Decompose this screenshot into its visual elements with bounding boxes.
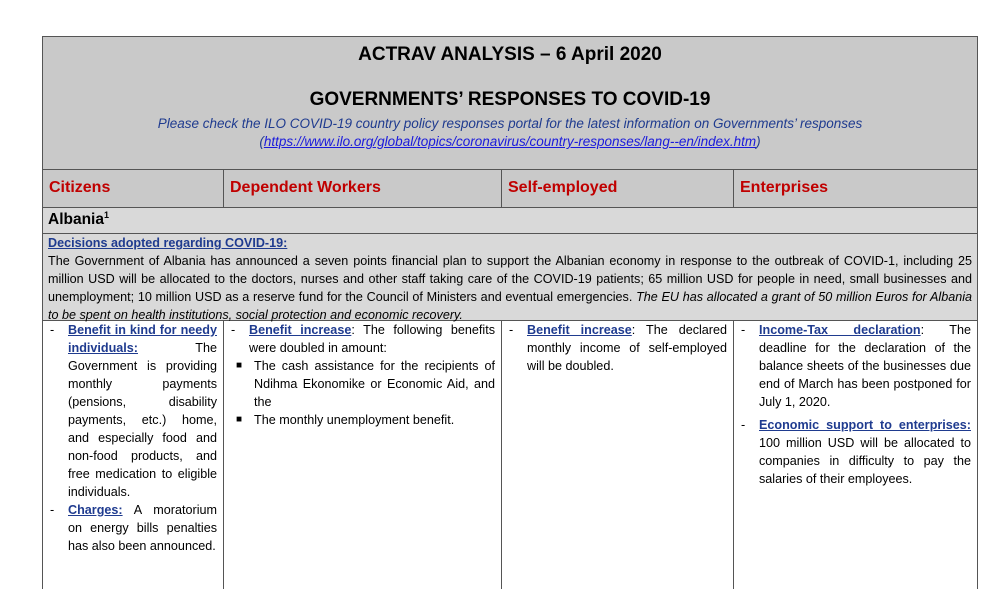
bullet-item: ■ The cash assistance for the recipients of Ndihma Ekonomike or Economic Aid, and the <box>236 359 495 409</box>
item-text: A moratorium on energy bills penalties has also been announced. <box>68 503 217 553</box>
list-item: - Benefit increase: The declared monthly income of self-employed will be doubled. <box>509 323 728 373</box>
document-page <box>42 36 978 589</box>
document-title: ACTRAV ANALYSIS – 6 April 2020 <box>358 44 662 65</box>
term-economic-support: Economic support to enterprises: <box>759 418 971 432</box>
decisions-paragraph <box>48 252 972 324</box>
document-subtitle: GOVERNMENTS’ RESPONSES TO COVID-19 <box>309 89 711 110</box>
bullet-text: The monthly unemployment benefit. <box>254 413 455 427</box>
column-header-self-employed: Self-employed <box>502 170 734 207</box>
list-item: - Benefit increase: The following benefits were doubled in amount: <box>231 323 495 355</box>
column-header-dependent-workers: Dependent Workers <box>224 170 502 207</box>
self-employed-cell <box>502 321 734 589</box>
item-text: The Government is providing monthly payments (pensions, disability payments, etc.) home, and especially food and non-food products, and free medication to eligible individuals. <box>68 341 217 499</box>
country-heading <box>43 208 977 234</box>
portal-note-text: Please check the ILO COVID-19 country policy responses portal for the latest information on Governments’ responses <box>157 116 863 131</box>
list-item: - Income-Tax declaration: The deadline for the declaration of the balance sheets of the businesses due end of March has been postponed for July 1, 2020. <box>741 323 971 409</box>
decisions-eu-grant: The EU has allocated a grant of 50 million Euros for Albania to be spent on health institutions, social protection and economic recovery. <box>48 290 973 322</box>
bullet-text: The cash assistance for the recipients of Ndihma Ekonomike or Economic Aid, and the <box>254 359 495 409</box>
portal-note <box>43 115 977 151</box>
item-text: 100 million USD will be allocated to companies in difficulty to pay the salaries of their employees. <box>759 436 971 486</box>
term-income-tax-declaration: Income-Tax declaration <box>759 323 921 337</box>
term-benefit-in-kind: Benefit in kind for needy individuals: <box>68 323 217 355</box>
decisions-block <box>43 234 977 321</box>
list-item: - Economic support to enterprises: 100 million USD will be allocated to companies in difficulty to pay the salaries of their employees. <box>741 418 971 486</box>
term-benefit-increase: Benefit increase <box>249 323 352 337</box>
document-header <box>43 37 977 170</box>
dependent-workers-cell <box>224 321 502 589</box>
term-benefit-increase: Benefit increase <box>527 323 632 337</box>
term-charges: Charges: <box>68 503 123 517</box>
column-header-row <box>43 170 977 208</box>
paren-open: ( <box>259 134 264 149</box>
item-text: : The declared monthly income of self-employed will be doubled. <box>527 323 728 373</box>
country-name: Albania <box>48 211 104 229</box>
footnote-marker: 1 <box>103 210 109 220</box>
column-header-enterprises: Enterprises <box>740 179 829 196</box>
portal-note-link-line <box>43 133 977 151</box>
column-header-citizens: Citizens <box>43 170 224 207</box>
list-item: - Benefit in kind for needy individuals: The Government is providing monthly payments (pensions, disability payments, etc.) home, and especially food and non-food products, and free medication to eligible individuals. <box>50 323 217 499</box>
ilo-portal-link[interactable]: https://www.ilo.org/global/topics/coronavirus/country-responses/lang--en/index.htm <box>263 134 757 149</box>
decisions-title: Decisions adopted regarding COVID-19: <box>48 236 288 250</box>
item-text: : The following benefits were doubled in amount: <box>249 323 495 355</box>
list-item: - Charges: A moratorium on energy bills penalties has also been announced. <box>50 503 217 553</box>
paren-close: ) <box>756 134 761 149</box>
decisions-text: The Government of Albania has announced a seven points financial plan to support the Albanian economy in response to the outbreak of COVID-1, including 25 million USD will be allocated to the doctors, nurses and other staff taking care of the COVID-19 patients; 65 million USD for people in need, small businesses and unemployment; 10 million USD as a reserve fund for the Council of Ministers and eventual emergencies. <box>48 254 972 304</box>
measures-row <box>43 321 977 589</box>
item-text: : The deadline for the declaration of the balance sheets of the businesses due end of March has been postponed for July 1, 2020. <box>759 323 971 409</box>
citizens-cell <box>43 321 224 589</box>
bullet-item: ■ The monthly unemployment benefit. <box>236 413 455 427</box>
enterprises-cell <box>734 321 977 589</box>
